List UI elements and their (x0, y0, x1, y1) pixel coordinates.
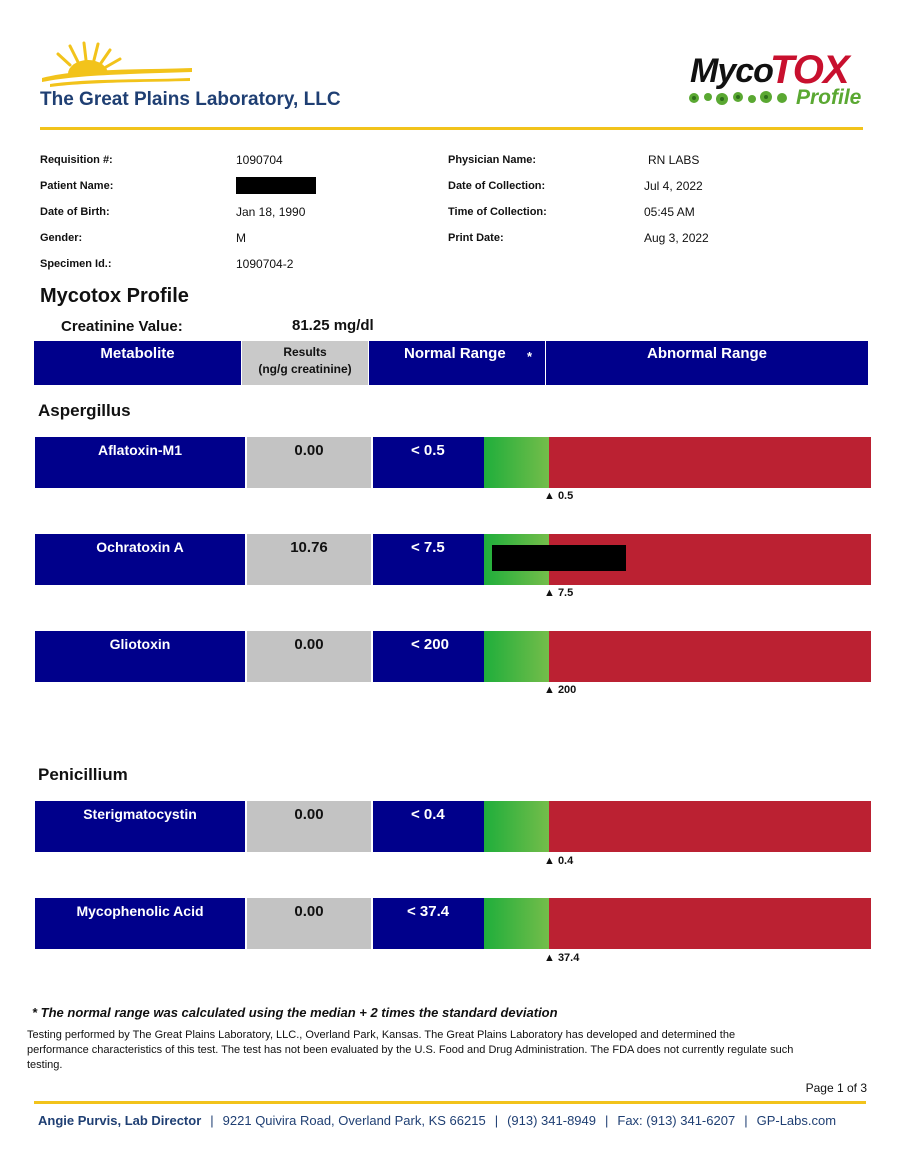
collection-time-label: Time of Collection: (448, 206, 547, 218)
normal-range-value: < 0.5 (373, 437, 484, 488)
patient-name-redaction (236, 177, 316, 194)
disclaimer-text: Testing performed by The Great Plains Laboratory, LLC., Overland Park, Kansas. The Great Plains Laboratory has developed and determined the performance characteristics of this test. The test has not been evaluated by the U.S. Food and Drug Administration. The FDA does not currently regulate such testing. (27, 1029, 794, 1071)
results-header-line2: (ng/g creatinine) (258, 362, 352, 376)
cutoff-marker: ▲ 7.5 (544, 587, 574, 599)
column-header-metabolite: Metabolite (34, 341, 241, 385)
column-header-results (242, 341, 368, 385)
metabolite-name: Ochratoxin A (35, 534, 245, 585)
collection-date-value: Jul 4, 2022 (644, 179, 703, 193)
normal-range-value: < 200 (373, 631, 484, 682)
physician-label: Physician Name: (448, 154, 537, 166)
metabolite-name: Mycophenolic Acid (35, 898, 245, 949)
normal-range-header-text: Normal Range (404, 345, 506, 362)
cutoff-marker: ▲ 0.4 (544, 855, 574, 867)
footer-separator: | (744, 1113, 748, 1128)
logo-tox-text: TOX (770, 48, 849, 92)
column-header-abnormal-range: Abnormal Range (546, 341, 868, 385)
metabolite-name: Gliotoxin (35, 631, 245, 682)
header-divider (40, 127, 863, 130)
page-title: Mycotox Profile (40, 285, 189, 307)
results-header-line1: Results (283, 345, 327, 359)
abnormal-range-bar (549, 898, 871, 949)
normal-range-footnote: * The normal range was calculated using the median + 2 times the standard deviation (32, 1005, 558, 1020)
gender-label: Gender: (40, 232, 83, 244)
result-value: 0.00 (247, 631, 371, 682)
sun-logo-icon (40, 40, 200, 88)
logo-profile-text: Profile (796, 86, 862, 109)
normal-range-value: < 0.4 (373, 801, 484, 852)
spores-icon (686, 88, 796, 108)
page-number: Page 1 of 3 (805, 1081, 867, 1095)
cutoff-marker: ▲ 0.5 (544, 490, 574, 502)
lab-address: 9221 Quivira Road, Overland Park, KS 66215 (222, 1113, 486, 1128)
lab-website-link[interactable]: GP-Labs.com (756, 1113, 837, 1128)
specimen-value: 1090704-2 (236, 257, 294, 271)
collection-date-label: Date of Collection: (448, 180, 546, 192)
dob-label: Date of Birth: (40, 206, 110, 218)
footer-separator: | (210, 1113, 214, 1128)
result-value: 0.00 (247, 898, 371, 949)
footer-divider (34, 1101, 866, 1104)
result-value: 0.00 (247, 801, 371, 852)
cutoff-marker: ▲ 200 (544, 684, 577, 696)
metabolite-name: Aflatoxin-M1 (35, 437, 245, 488)
lab-name: The Great Plains Laboratory, LLC (40, 89, 341, 110)
abnormal-range-bar (549, 801, 871, 852)
gender-value: M (236, 231, 246, 245)
normal-range-value: < 7.5 (373, 534, 484, 585)
result-value: 0.00 (247, 437, 371, 488)
normal-range-bar (484, 898, 549, 949)
lab-fax: Fax: (913) 341-6207 (617, 1113, 736, 1128)
normal-range-footnote-star: * (527, 349, 533, 364)
cutoff-marker: ▲ 37.4 (544, 952, 580, 964)
creatinine-value: 81.25 mg/dl (292, 317, 374, 334)
print-date-value: Aug 3, 2022 (644, 231, 709, 245)
metabolite-name: Sterigmatocystin (35, 801, 245, 852)
section-aspergillus: Aspergillus (38, 401, 131, 420)
normal-range-value: < 37.4 (373, 898, 484, 949)
normal-range-bar (484, 801, 549, 852)
requisition-label: Requisition #: (40, 154, 113, 166)
physician-value: RN LABS (648, 153, 700, 167)
footer-separator: | (605, 1113, 609, 1128)
dob-value: Jan 18, 1990 (236, 205, 306, 219)
print-date-label: Print Date: (448, 232, 504, 244)
lab-phone: (913) 341-8949 (507, 1113, 596, 1128)
normal-range-bar (484, 437, 549, 488)
result-indicator-redaction (492, 545, 626, 571)
patient-name-label: Patient Name: (40, 180, 114, 192)
abnormal-range-bar (549, 631, 871, 682)
normal-range-bar (484, 631, 549, 682)
logo-myco-text: Myco (690, 52, 773, 90)
lab-director: Angie Purvis, Lab Director (38, 1113, 202, 1128)
creatinine-label: Creatinine Value: (61, 318, 183, 335)
abnormal-range-bar (549, 437, 871, 488)
result-value: 10.76 (247, 534, 371, 585)
section-penicillium: Penicillium (38, 765, 128, 784)
column-header-normal-range (369, 341, 545, 385)
mycotox-logo (686, 50, 864, 112)
requisition-value: 1090704 (236, 153, 283, 167)
collection-time-value: 05:45 AM (644, 205, 695, 219)
footer-contact-bar (38, 1113, 836, 1128)
specimen-label: Specimen Id.: (40, 258, 112, 270)
footer-separator: | (494, 1113, 499, 1128)
